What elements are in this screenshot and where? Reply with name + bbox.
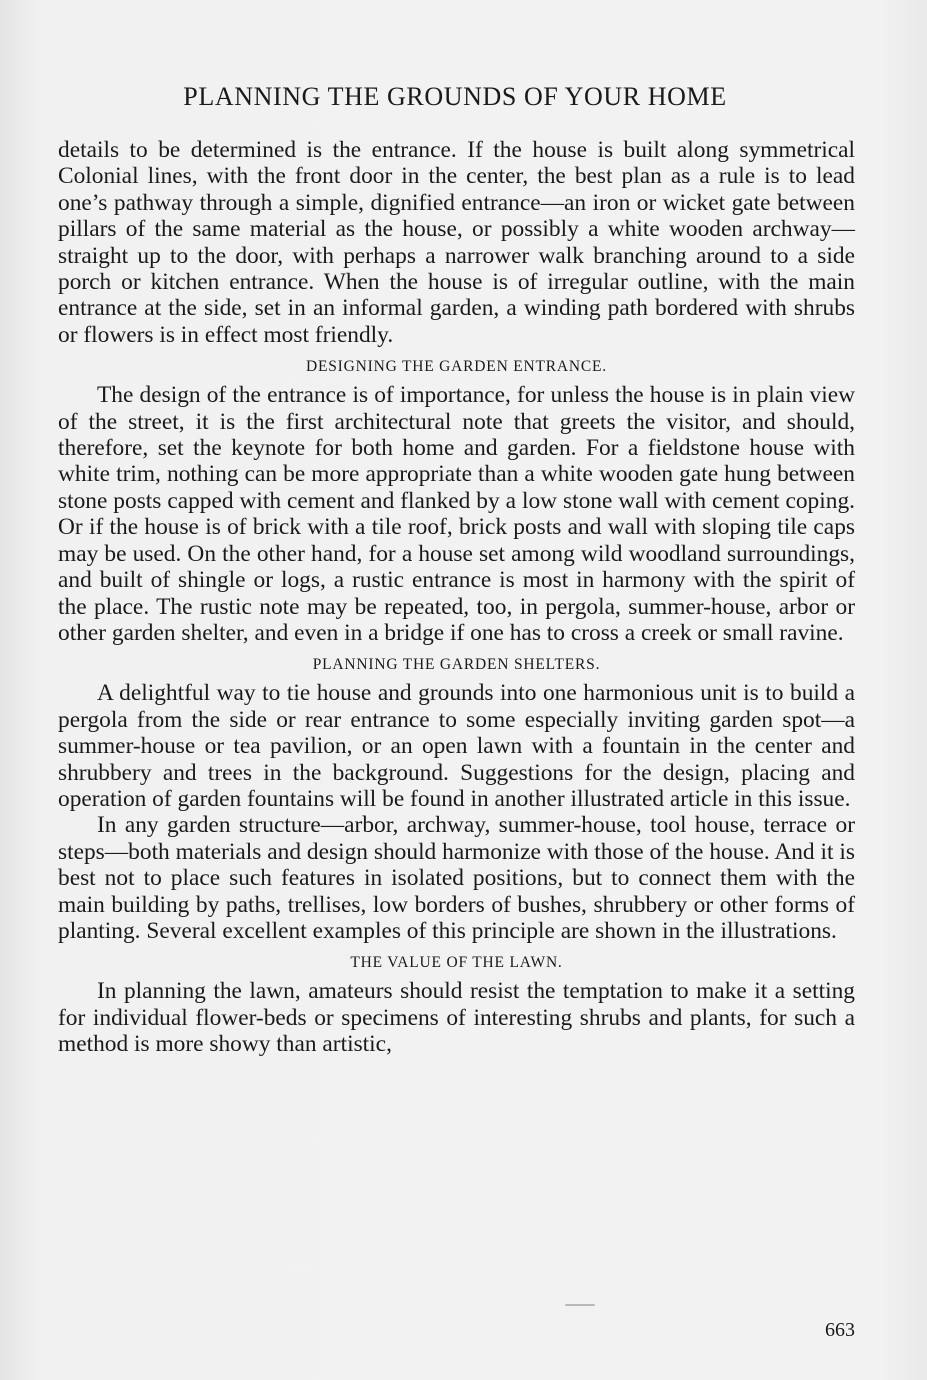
section-heading-lawn: THE VALUE OF THE LAWN. (350, 954, 563, 972)
body-text (58, 137, 855, 1058)
running-head: PLANNING THE GROUNDS OF YOUR HOME (183, 82, 727, 111)
scan-smudge (565, 1304, 595, 1306)
paragraph-continuation: details to be determined is the entrance. If the house is built along symmetrical Colonial lines, with the front door in the center, the best plan as a rule is to lead one’s pathway through a simple, dignified entrance—an iron or wicket gate between pillars of the same material as the house, or possibly a white wooden archway—straight up to the door, with perhaps a narrower walk branching around to a side porch or kitchen entrance. When the house is of irregular outline, with the main entrance at the side, set in an informal garden, a winding path bordered with shrubs or flowers is in effect most friendly. (58, 137, 855, 348)
page-number: 663 (825, 1319, 855, 1341)
paragraph-entrance-design: The design of the entrance is of importance, for unless the house is in plain view of the street, it is the first architectural note that greets the visitor, and should, therefore, set the keynote for both home and garden. For a fieldstone house with white trim, nothing can be more appropriate than a white wooden gate hung between stone posts capped with cement and flanked by a low stone wall with cement coping. Or if the house is of brick with a tile roof, brick posts and wall with sloping tile caps may be used. On the other hand, for a house set among wild woodland surroundings, and built of shingle or logs, a rustic entrance is most in harmony with the spirit of the place. The rustic note may be repeated, too, in pergola, summer-house, arbor or other garden shelter, and even in a bridge if one has to cross a creek or small ravine. (58, 382, 855, 646)
paragraph-garden-structure: In any garden structure—arbor, archway, summer-house, tool house, terrace or steps—both materials and design should harmonize with those of the house. And it is best not to place such features in isolated positions, but to connect them with the main building by paths, trellises, low borders of bushes, shrubbery or other forms of planting. Several excellent examples of this principle are shown in the illustrations. (58, 812, 855, 944)
paragraph-lawn: In planning the lawn, amateurs should resist the temptation to make it a setting for individual flower-beds or specimens of interesting shrubs and plants, for such a method is more showy than artistic, (58, 978, 855, 1058)
section-heading-garden-shelters: PLANNING THE GARDEN SHELTERS. (312, 656, 601, 674)
paragraph-pergola: A delightful way to tie house and grounds into one harmonious unit is to build a pergola from the side or rear entrance to some especially inviting garden spot—a summer-house or tea pavilion, or an open lawn with a fountain in the center and shrubbery and trees in the background. Suggestions for the design, placing and operation of garden fountains will be found in another illustrated article in this issue. (58, 680, 855, 812)
section-heading-garden-entrance: DESIGNING THE GARDEN ENTRANCE. (306, 358, 607, 376)
